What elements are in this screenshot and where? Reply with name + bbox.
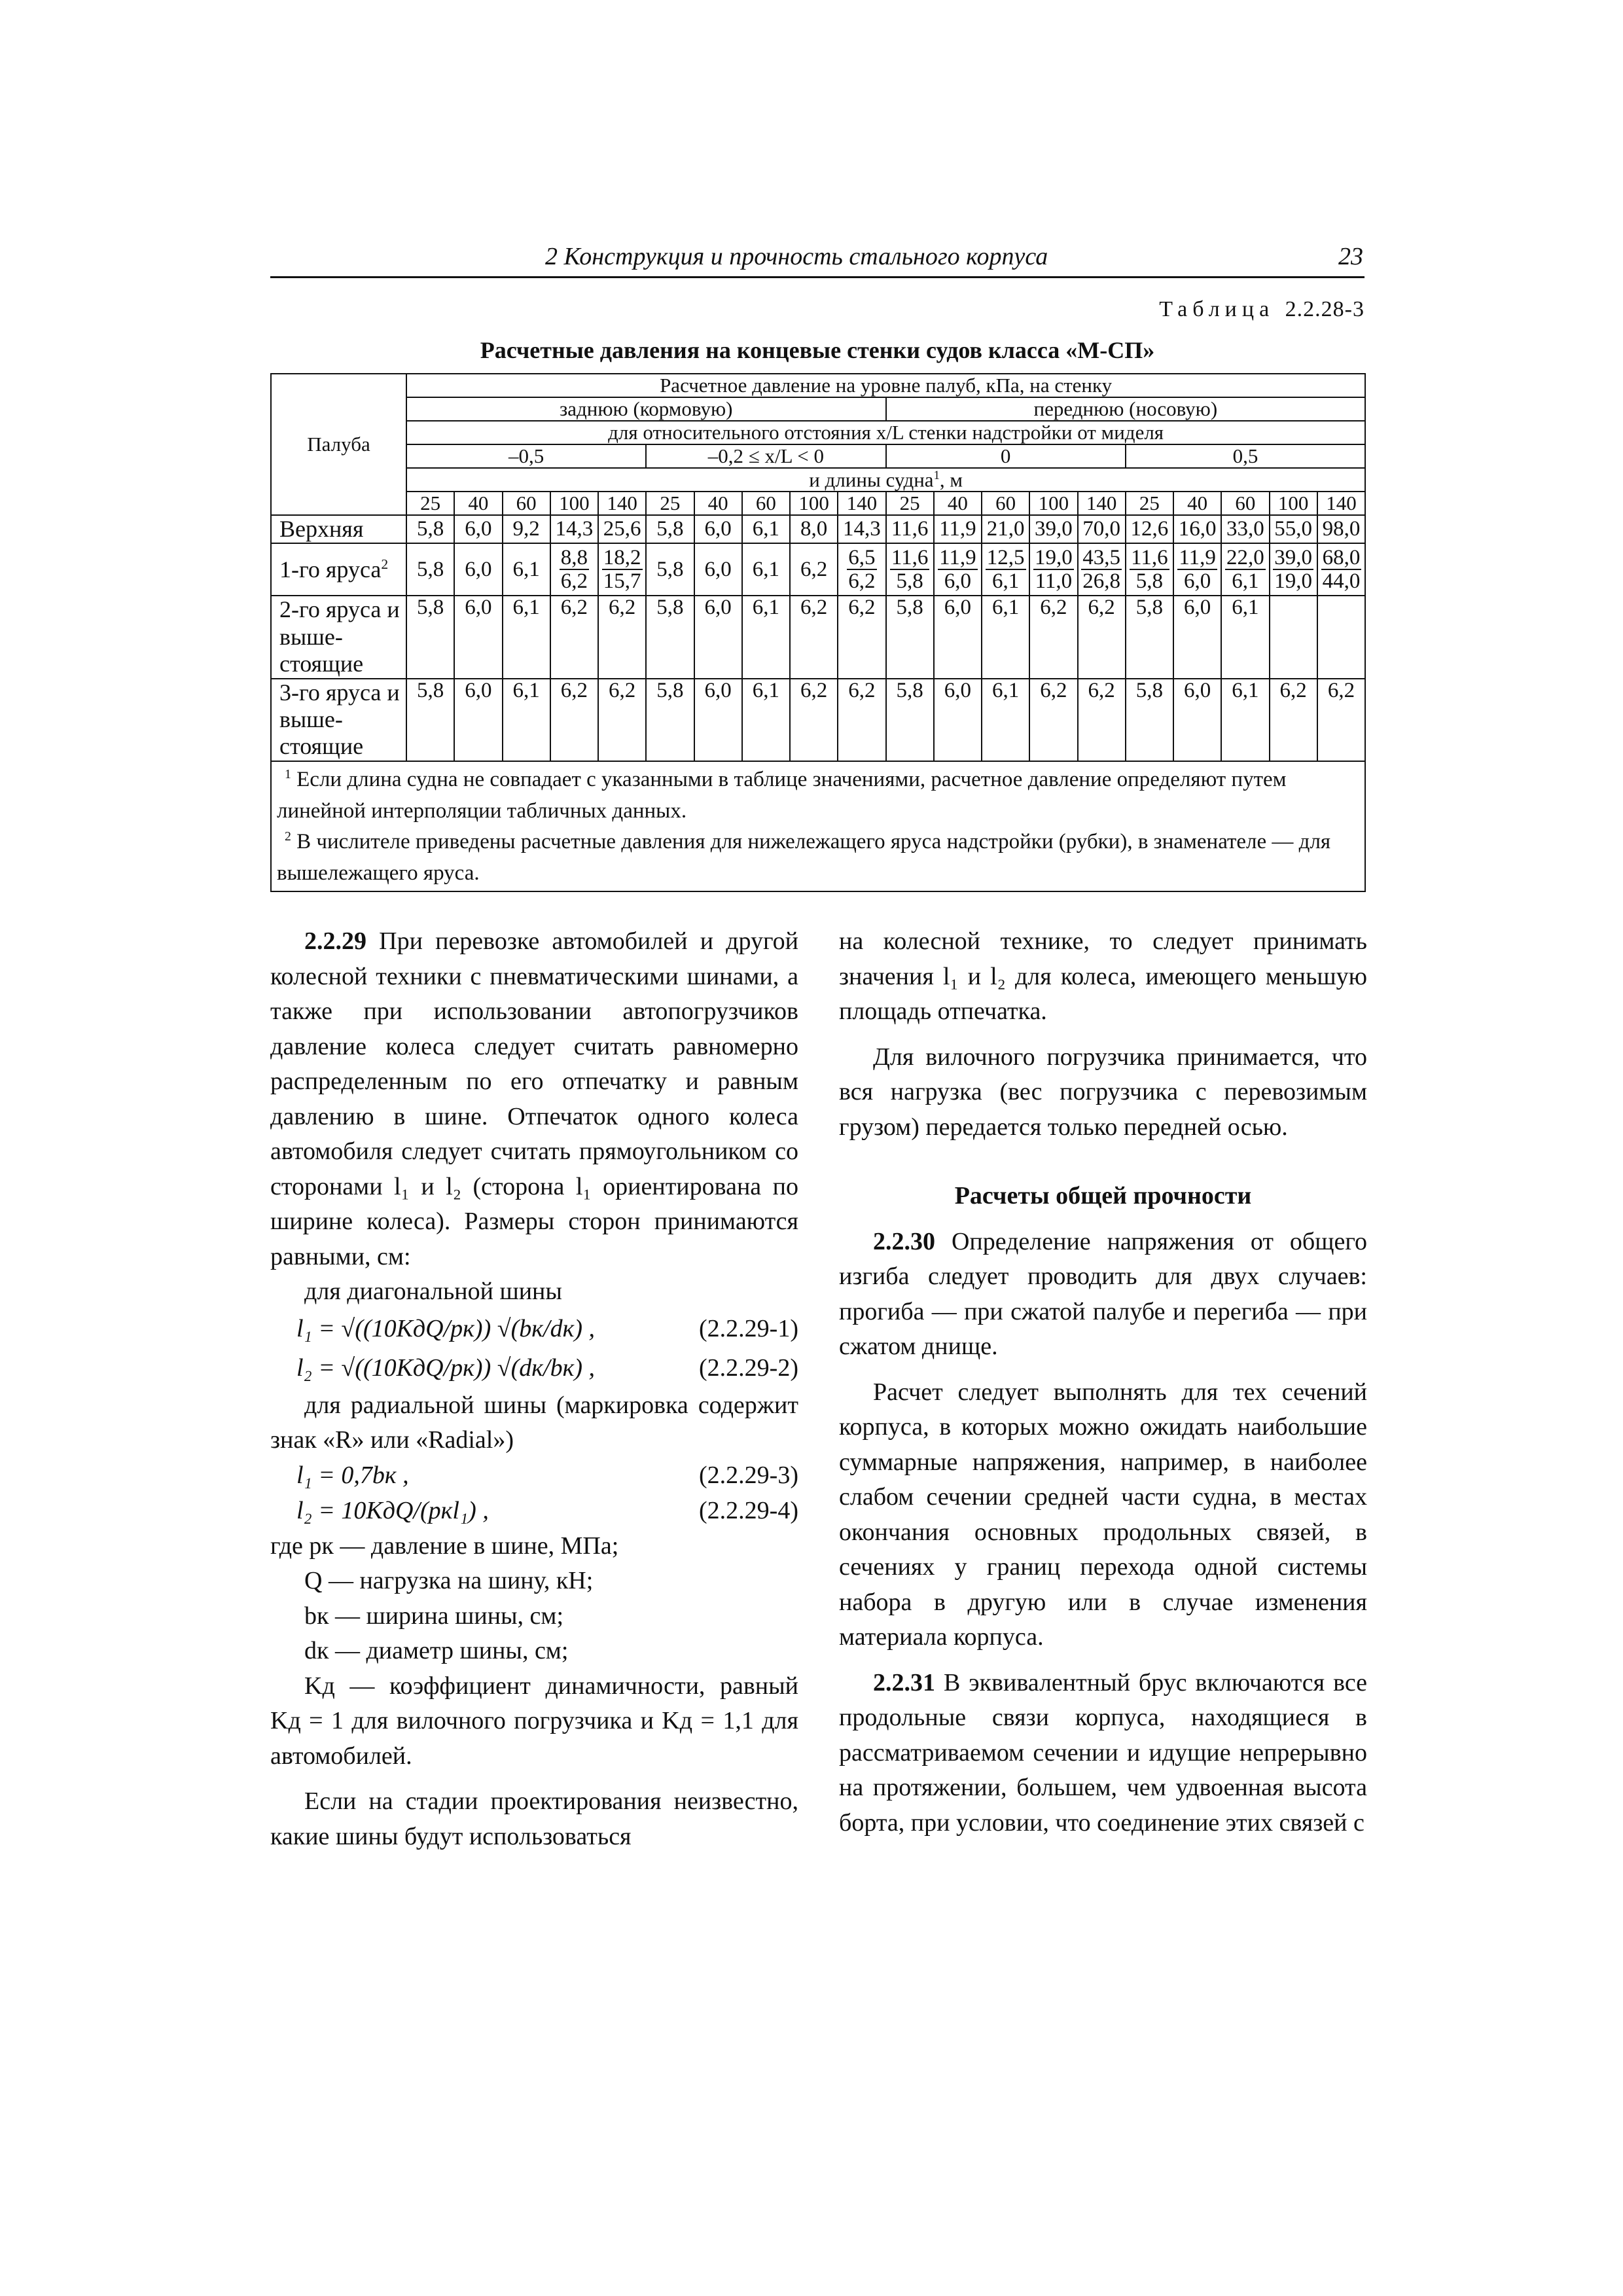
length-cell: 40 (454, 492, 502, 515)
value-cell: 6,1 (503, 543, 550, 596)
value-cell: 6,1 (742, 596, 790, 678)
table-row (271, 679, 1365, 761)
value-cell: 98,0 (1317, 515, 1365, 543)
value-cell: 6,0 (454, 515, 502, 543)
length-cell: 25 (646, 492, 694, 515)
value-cell: 6,2 (598, 679, 646, 761)
value-cell: 6,2 (790, 679, 838, 761)
value-cell: 12,6 (1126, 515, 1173, 543)
value-cell: 6,0 (454, 596, 502, 678)
fraction-cell: $\frac{11,6}{5,8}$ (1126, 543, 1173, 596)
range-header: 0,5 (1126, 444, 1365, 468)
length-cell: 40 (1173, 492, 1221, 515)
value-cell: 39,0 (1029, 515, 1077, 543)
running-title: 2 Конструкция и прочность стального корпуса (545, 243, 1048, 270)
length-cell: 40 (934, 492, 982, 515)
fraction-cell: $\frac{11,9}{6,0}$ (1173, 543, 1221, 596)
footnotes-cell (271, 761, 1365, 891)
value-cell: 16,0 (1173, 515, 1221, 543)
length-cell: 140 (1317, 492, 1365, 515)
table-row (271, 543, 1365, 596)
value-cell: 5,8 (1126, 596, 1173, 678)
value-cell: 6,2 (838, 679, 885, 761)
lengths-row (271, 492, 1365, 515)
fraction-cell: $\frac{6,5}{6,2}$ (838, 543, 885, 596)
aft-header: заднюю (кормовую) (406, 397, 886, 421)
symbols-list (270, 1529, 798, 1774)
length-cell: 25 (1126, 492, 1173, 515)
fraction-cell: $\frac{19,0}{11,0}$ (1029, 543, 1077, 596)
paragraph: 2.2.29 При перевозке автомобилей и другой колесной техники с пневматическими шинами, а также при использовании автопогрузчиков давление колеса следует считать равномерно распределенным по его отпечатку и равным давлению в шине. Отпечаток одного колеса автомобиля следует считать прямоугольником со сторонами l₁ и l₂ (сторона l₁ ориентирована по ширине колеса). Размеры сторон принимаются равными, см: (270, 927, 799, 1270)
fraction-cell: $\frac{22,0}{6,1}$ (1221, 543, 1269, 596)
value-cell: 6,2 (598, 596, 646, 678)
range-header: 0 (886, 444, 1126, 468)
value-cell: 6,0 (454, 543, 502, 596)
value-cell: 5,8 (886, 679, 934, 761)
fraction-cell: $\frac{11,9}{6,0}$ (934, 543, 982, 596)
length-cell: 100 (790, 492, 838, 515)
value-cell: 6,2 (838, 596, 885, 678)
value-cell: 5,8 (646, 543, 694, 596)
table-title: Расчетные давления на концевые стенки судов класса «М-СП» (480, 337, 1155, 363)
fraction-cell: $\frac{39,0}{19,0}$ (1270, 543, 1317, 596)
paragraph: для диагональной шины (304, 1278, 562, 1305)
value-cell: 6,1 (742, 543, 790, 596)
value-cell: 9,2 (503, 515, 550, 543)
length-cell: 60 (742, 492, 790, 515)
value-cell: 6,0 (454, 679, 502, 761)
length-cell: 100 (1029, 492, 1077, 515)
paragraph: 2.2.31 В эквивалентный брус включаются все продольные связи корпуса, находящиеся в рассматриваемом сечении и идущие непрерывно на протяжении, большем, чем удвоенная высота борта, при условии, что соединение этих связей с (839, 1668, 1368, 1837)
value-cell: 6,2 (1029, 679, 1077, 761)
fraction-cell: $\frac{18,2}{15,7}$ (598, 543, 646, 596)
range-header: –0,2 ≤ x/L < 0 (646, 444, 885, 468)
value-cell: 6,2 (550, 679, 598, 761)
symbol-item: Q — нагрузка на шину, кН; (304, 1567, 594, 1594)
fraction-cell: $\frac{11,6}{5,8}$ (886, 543, 934, 596)
value-cell: 6,1 (1221, 679, 1269, 761)
length-cell: 140 (1078, 492, 1126, 515)
value-cell: 6,1 (742, 679, 790, 761)
equation: l₁ = √((10KдQ/pк)) √(bк/dк) , (2.2.29-1) (296, 1314, 798, 1342)
value-cell: 6,0 (1173, 679, 1221, 761)
value-cell: 6,1 (742, 515, 790, 543)
value-cell: 6,2 (1078, 679, 1126, 761)
value-cell: 6,0 (934, 596, 982, 678)
paragraph: Расчет следует выполнять для тех сечений корпуса, в которых можно ожидать наибольшие суммарные напряжения, например, в наиболее слабом сечении средней части судна, в местах окончания основных продольных связей, в сечениях у границ перехода одной системы набора в другую или в случае изменения материала корпуса. (839, 1378, 1367, 1651)
value-cell: 6,2 (550, 596, 598, 678)
length-cell: 25 (406, 492, 454, 515)
value-cell: 70,0 (1078, 515, 1126, 543)
equation: l₁ = 0,7bк , (2.2.29-3) (296, 1461, 798, 1489)
value-cell: 6,0 (694, 679, 742, 761)
right-column (839, 924, 1367, 1840)
pressure-header: Расчетное давление на уровне палуб, кПа, на стенку (406, 374, 1365, 397)
deck-label: Верхняя (271, 515, 406, 543)
value-cell: 6,1 (982, 679, 1029, 761)
range-header: –0,5 (406, 444, 646, 468)
footnote-1: $^1$ Если длина судна не совпадает с указанными в таблице значениями, расчетное давление определяют путем линейной интерполяции табличных данных. (277, 766, 1287, 823)
value-cell: 5,8 (406, 679, 454, 761)
value-cell: 6,1 (503, 596, 550, 678)
value-cell: 5,8 (1126, 679, 1173, 761)
value-cell: 11,9 (934, 515, 982, 543)
length-cell: 140 (838, 492, 885, 515)
empty-cell (1270, 596, 1317, 678)
value-cell: 5,8 (646, 515, 694, 543)
fraction-cell: $\frac{43,5}{26,8}$ (1078, 543, 1126, 596)
length-cell: 100 (550, 492, 598, 515)
value-cell: 55,0 (1270, 515, 1317, 543)
length-cell: 100 (1270, 492, 1317, 515)
value-cell: 6,0 (934, 679, 982, 761)
value-cell: 5,8 (406, 596, 454, 678)
value-cell: 5,8 (646, 596, 694, 678)
value-cell: 6,2 (1029, 596, 1077, 678)
deck-label: 3-го яруса и выше-стоящие (271, 679, 406, 761)
value-cell: 6,2 (1078, 596, 1126, 678)
paragraph: для радиальной шины (маркировка содержит знак «R» или «Radial») (270, 1391, 798, 1454)
page-header (270, 240, 1364, 278)
symbol-item: bк — ширина шины, см; (304, 1602, 564, 1630)
length-cell: 140 (598, 492, 646, 515)
value-cell: 5,8 (646, 679, 694, 761)
value-cell: 33,0 (1221, 515, 1269, 543)
paragraph: 2.2.30 Определение напряжения от общего изгиба следует проводить для двух случаев: прогиба — при сжатой палубе и перегиба — при сжатом днище. (839, 1227, 1368, 1360)
deck-label: 1-го яруса$^2$ (271, 543, 406, 596)
value-cell: 6,0 (694, 543, 742, 596)
deck-header: Палуба (271, 374, 406, 515)
equation: l₂ = √((10KдQ/pк)) √(dк/bк) , (2.2.29-2) (296, 1354, 798, 1382)
table-row (271, 596, 1365, 678)
value-cell: 6,2 (1270, 679, 1317, 761)
length-cell: 60 (1221, 492, 1269, 515)
value-cell: 6,0 (694, 515, 742, 543)
table-label: Таблица 2.2.28-3 (1159, 297, 1364, 321)
table-notes (271, 761, 1365, 891)
footnote-2: $^2$ В числителе приведены расчетные давления для нижележащего яруса надстройки (рубки), в знаменателе — для вышележащего яруса. (277, 829, 1331, 886)
symbol-item: где pк — давление в шине, МПа; (270, 1532, 619, 1560)
symbol-item: Kд — коэффициент динамичности, равный Kд = 1 для вилочного погрузчика и Kд = 1,1 для автомобилей. (270, 1672, 798, 1770)
value-cell: 6,0 (694, 596, 742, 678)
value-cell: 5,8 (886, 596, 934, 678)
value-cell: 21,0 (982, 515, 1029, 543)
length-cell: 25 (886, 492, 934, 515)
value-cell: 25,6 (598, 515, 646, 543)
empty-cell (1317, 596, 1365, 678)
length-cell: 60 (503, 492, 550, 515)
value-cell: 6,1 (1221, 596, 1269, 678)
value-cell: 6,1 (982, 596, 1029, 678)
value-cell: 14,3 (838, 515, 885, 543)
symbol-item: dк — диаметр шины, см; (304, 1637, 569, 1664)
value-cell: 5,8 (406, 515, 454, 543)
value-cell: 5,8 (406, 543, 454, 596)
fwd-header: переднюю (носовую) (886, 397, 1366, 421)
page-number: 23 (1338, 243, 1363, 270)
fraction-cell: $\frac{12,5}{6,1}$ (982, 543, 1029, 596)
fraction-cell: $\frac{68,0}{44,0}$ (1317, 543, 1365, 596)
fraction-cell: $\frac{8,8}{6,2}$ (550, 543, 598, 596)
left-column (270, 924, 798, 1854)
value-cell: 8,0 (790, 515, 838, 543)
value-cell: 6,2 (1317, 679, 1365, 761)
value-cell: 6,1 (503, 679, 550, 761)
relative-position-header: для относительного отстояния x/L стенки надстройки от миделя (406, 421, 1365, 444)
table-row (271, 515, 1365, 543)
pressure-table (270, 373, 1366, 892)
paragraph: Если на стадии проектирования неизвестно, какие шины будут использоваться (270, 1787, 798, 1850)
equation: l₂ = 10KдQ/(pкl₁) , (2.2.29-4) (296, 1496, 798, 1524)
length-cell: 40 (694, 492, 742, 515)
paragraph: Для вилочного погрузчика принимается, что вся нагрузка (вес погрузчика с перевозимым грузом) передается только передней осью. (839, 1043, 1367, 1141)
value-cell: 11,6 (886, 515, 934, 543)
length-header: и длины судна$^1$, м (406, 468, 1365, 492)
value-cell: 14,3 (550, 515, 598, 543)
value-cell: 6,0 (1173, 596, 1221, 678)
deck-label: 2-го яруса и выше-стоящие (271, 596, 406, 678)
section-heading: Расчеты общей прочности (954, 1182, 1252, 1210)
value-cell: 6,2 (790, 543, 838, 596)
value-cell: 6,2 (790, 596, 838, 678)
paragraph: на колесной технике, то следует принимать значения l₁ и l₂ для колеса, имеющего меньшую площадь отпечатка. (839, 927, 1367, 1025)
length-cell: 60 (982, 492, 1029, 515)
